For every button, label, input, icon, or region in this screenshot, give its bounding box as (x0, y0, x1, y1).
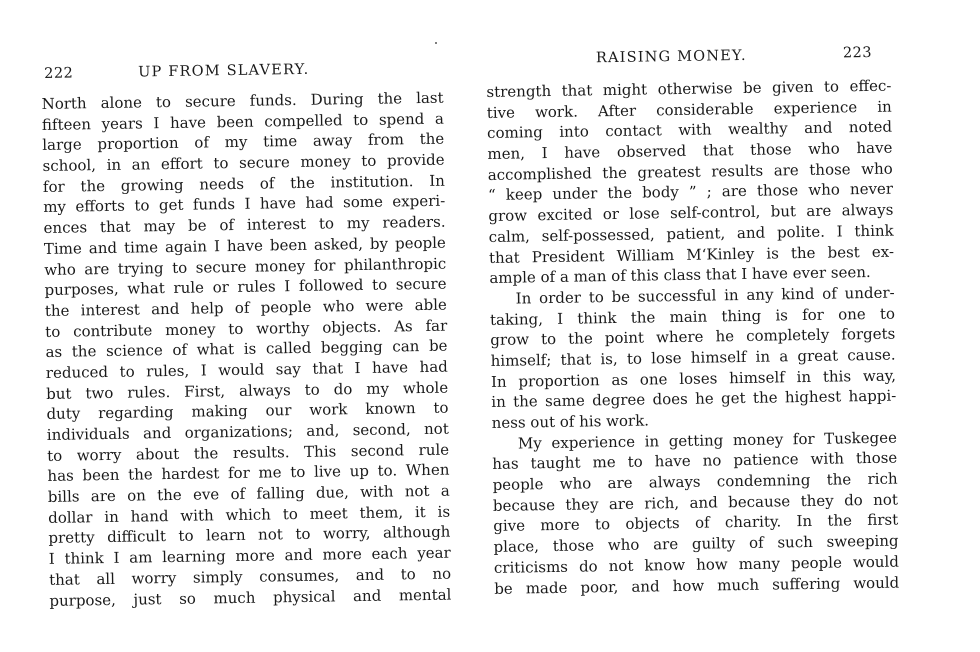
text-line: grow to the point where he completely forgets (490, 324, 896, 350)
page-number: 222 (44, 65, 74, 82)
text-line: but two rules. First, always to do my whole (46, 378, 449, 403)
text-line: give more to objects of charity. In the first (493, 511, 899, 536)
text-line: fifteen years I have been compelled to spend a (41, 109, 445, 134)
text-line: has been the hardest for me to live up to. When (47, 461, 450, 486)
text-line: to worry about the results. This second rule (47, 440, 450, 465)
text-line: has taught me to have no patience with those (492, 448, 898, 474)
text-line: be made poor, and how much suffering would (494, 573, 900, 598)
text-line: grow excited or lose self-control, but are always (488, 200, 894, 226)
text-line: Time and time again I have been asked, by people (43, 233, 446, 258)
text-line: purposes, what rule or rules I followed to secure (44, 274, 447, 300)
text-line: individuals and organizations; and, second, not (46, 419, 449, 444)
text-line: men, I have observed that those who have (487, 138, 893, 164)
text-line: taking, I think the main thing is for one to (489, 304, 896, 329)
text-line: North alone to secure funds. During the last (41, 88, 444, 113)
text-line: strength that might otherwise be given to effec- (486, 76, 892, 101)
text-line: people who are always condemning the rich (492, 469, 898, 495)
text-line: that President William M‘Kinley is the best ex- (488, 242, 895, 267)
text-line: coming into contact with wealthy and noted (486, 117, 893, 143)
text-line: duty regarding making our work known to (46, 398, 449, 424)
text-line: my efforts to get funds I have had some experi- (43, 192, 446, 217)
text-line: as the science of what is called begging can be (45, 336, 448, 362)
text-line: dollar in hand with which to meet them, it is (47, 502, 451, 527)
text-line: to contribute money to worthy objects. As far (45, 316, 448, 341)
text-line: purpose, just so much physical and mental (49, 585, 452, 610)
text-line: pretty difficult to learn not to worry, although (48, 523, 451, 548)
paragraph-first-line: My experience in getting money for Tuskegee (517, 428, 898, 453)
text-line: the interest and help of people who were able (44, 295, 447, 320)
text-line: in the same degree does he get the highest happi- (491, 386, 897, 412)
text-line: who are trying to secure money for philanthropic (44, 254, 447, 279)
text-line: I think I am learning more and more each year (48, 543, 451, 569)
text-line: ample of a man of this class that I have ever seen. (489, 263, 871, 288)
text-line: bills are on the eve of falling due, with not a (47, 481, 450, 507)
text-line: large proportion of my time away from the (42, 130, 445, 155)
text-line: calm, self-possessed, patient, and polite. I think (488, 221, 894, 246)
page-text (41, 88, 451, 611)
text-line: “ keep under the body ” ; are those who never (487, 180, 894, 205)
text-line: accomplished the greatest results are those who (487, 159, 893, 184)
text-line: reduced to rules, I would say that I have had (45, 357, 448, 382)
running-head: UP FROM SLAVERY. (138, 61, 310, 81)
text-line: criticisms do not know how many people would (493, 552, 900, 577)
text-line: for the growing needs of the institution. In (42, 171, 446, 196)
text-line: In proportion as one loses himself in this way, (490, 366, 897, 391)
text-line: because they are rich, and because they do not (492, 490, 899, 515)
running-head: RAISING MONEY. (595, 47, 747, 67)
page-number: 223 (842, 44, 873, 62)
scan-speck (435, 42, 437, 44)
text-line: tive work. After considerable experience in (486, 97, 892, 122)
text-line: school, in an effort to secure money to provide (42, 150, 445, 176)
text-line: that all worry simply consumes, and to no (48, 564, 452, 589)
text-line: ences that may be of interest to my readers. (43, 212, 446, 238)
paragraph-first-line: In order to be successful in any kind of under- (515, 283, 895, 308)
page-text (486, 76, 899, 599)
text-line: ness out of his work. (491, 411, 650, 432)
text-line: himself; that is, to lose himself in a great cause. (490, 345, 896, 370)
text-line: place, those who are guilty of such sweeping (493, 531, 899, 557)
